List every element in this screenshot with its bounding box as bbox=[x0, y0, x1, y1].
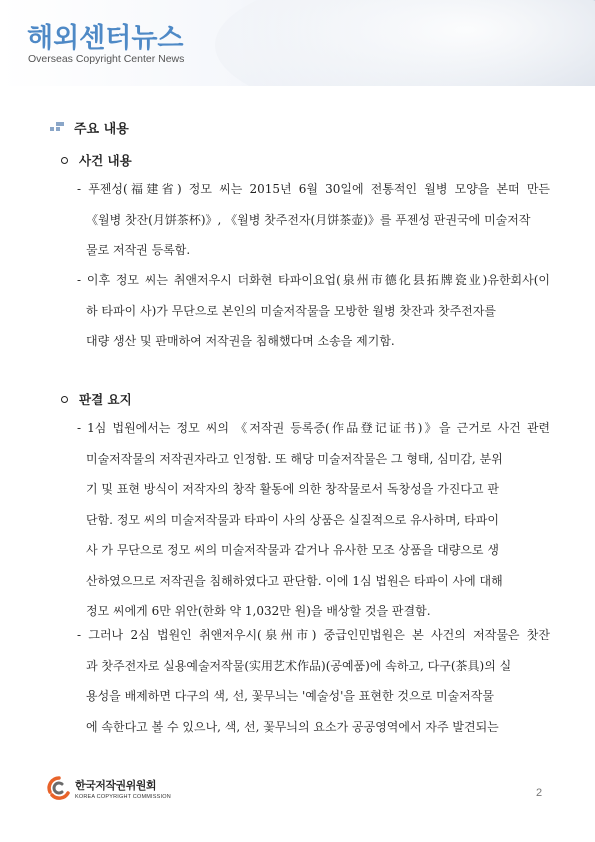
case-heading bbox=[61, 151, 132, 169]
text-line: - 이후 정모 씨는 취앤저우시 더화현 타파이요업(泉州市德化县拓牌瓷业)유한회사(이 bbox=[77, 273, 550, 287]
text-line: 미술저작물의 저작권자라고 인정함. 또 해당 미술저작물은 그 형태, 심미감, 분위 bbox=[86, 451, 503, 466]
text-line: 기 및 표현 방식이 저작자의 창작 활동에 의한 창작물로서 독창성을 가진다고 판 bbox=[86, 482, 499, 496]
judgment-item-1 bbox=[77, 413, 550, 627]
text-line: 대량 생산 및 판매하여 저작권을 침해했다며 소송을 제기함. bbox=[86, 334, 395, 348]
text-line: 정모 씨에게 6만 위안(한화 약 1,032만 원)을 배상할 것을 판결함. bbox=[86, 604, 431, 618]
text-line: 과 찻주전자로 실용예술저작물(实用艺术作品)(공예품)에 속하고, 다구(茶具)의 실 bbox=[86, 658, 512, 673]
text-line: 《월병 찻잔(月饼茶杯)》, 《월병 찻주전자(月饼茶壶)》를 푸젠성 판권국에 미술저작 bbox=[86, 212, 531, 227]
text-line: 물로 저작권 등록함. bbox=[86, 243, 191, 257]
text-line: 사 가 무단으로 정모 씨의 미술저작물과 같거나 유사한 모조 상품을 대량으로 생 bbox=[86, 543, 499, 557]
text-line: 에 속한다고 볼 수 있으나, 색, 선, 꽃무늬의 요소가 공공영역에서 자주 발견되는 bbox=[86, 719, 499, 734]
circle-bullet-icon bbox=[61, 396, 68, 403]
section-title: 주요 내용 bbox=[74, 122, 129, 137]
text-line: - 그러나 2심 법원인 취앤저우시(泉州市) 중급인민법원은 본 사건의 저작물은 찻잔 bbox=[77, 628, 550, 642]
case-item-1 bbox=[77, 174, 550, 266]
org-name-english: KOREA COPYRIGHT COMMISSION bbox=[75, 793, 171, 800]
text-line: 하 타파이 사)가 무단으로 본인의 미술저작물을 모방한 월병 찻잔과 찻주전자를 bbox=[86, 303, 496, 318]
header-decoration bbox=[215, 0, 595, 86]
text-line: 산하였으므로 저작권을 침해하였다고 판단함. 이에 1심 법원은 타파이 사에 대해 bbox=[86, 573, 503, 588]
text-line: 단함. 정모 씨의 미술저작물과 타파이 사의 상품은 실질적으로 유사하며, 타파이 bbox=[86, 512, 499, 527]
page-number: 2 bbox=[536, 787, 543, 799]
circle-bullet-icon bbox=[61, 157, 68, 164]
judgment-item-2 bbox=[77, 620, 550, 742]
section-bullet-icon bbox=[50, 122, 64, 134]
case-title: 사건 내용 bbox=[79, 153, 132, 168]
case-item-2 bbox=[77, 265, 550, 357]
judgment-heading bbox=[61, 390, 132, 408]
footer-logo bbox=[47, 776, 171, 800]
header-title: 해외센터뉴스 bbox=[27, 23, 184, 54]
judgment-title: 판결 요지 bbox=[79, 392, 132, 407]
header-subtitle: Overseas Copyright Center News bbox=[28, 53, 185, 65]
org-name-korean: 한국저작권위원회 bbox=[75, 778, 157, 792]
section-heading bbox=[50, 118, 129, 137]
copyright-commission-logo-icon bbox=[47, 776, 71, 800]
text-line: - 1심 법원에서는 정모 씨의 《저작권 등록증(作品登记证书)》을 근거로 사건 관련 bbox=[77, 421, 550, 435]
page-header bbox=[0, 0, 595, 86]
text-line: 용성을 배제하면 다구의 색, 선, 꽃무늬는 '예술성'을 표현한 것으로 미술저작물 bbox=[86, 689, 494, 703]
text-line: - 푸젠성(福建省) 정모 씨는 2015년 6월 30일에 전통적인 월병 모양을 본떠 만든 bbox=[77, 182, 550, 196]
